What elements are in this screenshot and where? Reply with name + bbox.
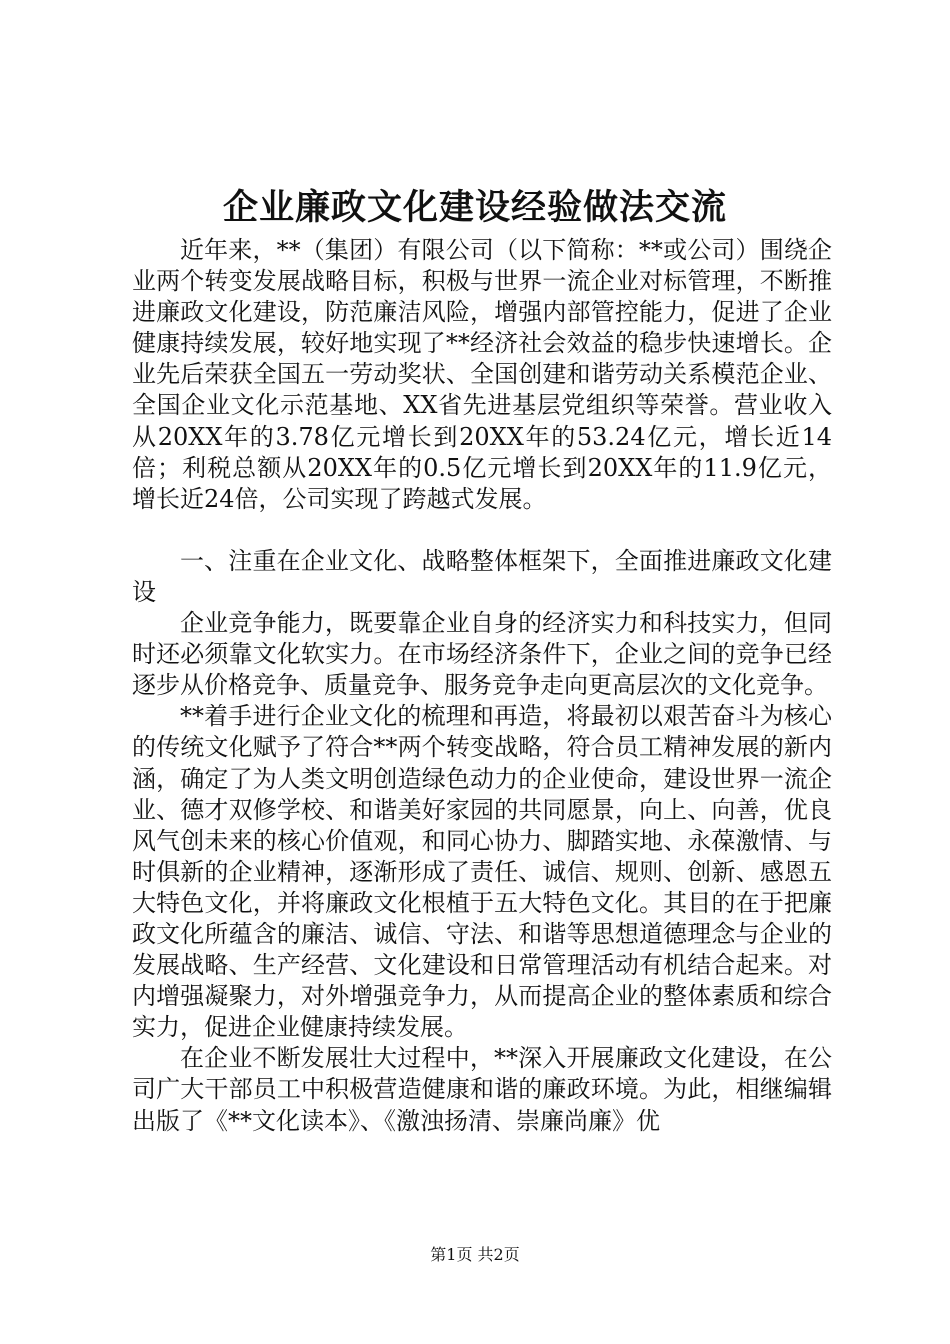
page-footer: 第1页 共2页	[430, 1245, 520, 1264]
section-heading-1: 一、注重在企业文化、战略整体框架下，全面推进廉政文化建设	[132, 546, 832, 606]
document-body	[132, 235, 832, 1137]
paragraph-intro: 近年来，**（集团）有限公司（以下简称：**或公司）围绕企业两个转变发展战略目标，积极与世界一流企业对标管理，不断推进廉政文化建设，防范廉洁风险，增强内部管控能力，促进了企业健康持续发展，较好地实现了**经济社会效益的稳步快速增长。企业先后荣获全国五一劳动奖状、全国创建和谐劳动关系模范企业、全国企业文化示范基地、XX省先进基层党组织等荣誉。营业收入从20XX年的3.78亿元增长到20XX年的53.24亿元，增长近14倍；利税总额从20XX年的0.5亿元增长到20XX年的11.9亿元，增长近24倍，公司实现了跨越式发展。	[132, 236, 832, 513]
paragraph-culture: **着手进行企业文化的梳理和再造，将最初以艰苦奋斗为核心的传统文化赋予了符合**两个转变战略，符合员工精神发展的新内涵，确定了为人类文明创造绿色动力的企业使命，建设世界一流企业、德才双修学校、和谐美好家园的共同愿景，向上、向善，优良风气创未来的核心价值观，和同心协力、脚踏实地、永葆激情、与时俱新的企业精神，逐渐形成了责任、诚信、规则、创新、感恩五大特色文化，并将廉政文化根植于五大特色文化。其目的在于把廉政文化所蕴含的廉洁、诚信、守法、和谐等思想道德理念与企业的发展战略、生产经营、文化建设和日常管理活动有机结合起来。对内增强凝聚力，对外增强竞争力，从而提高企业的整体素质和综合实力，促进企业健康持续发展。	[132, 702, 832, 1042]
paragraph-development: 在企业不断发展壮大过程中，**深入开展廉政文化建设，在公司广大干部员工中积极营造健康和谐的廉政环境。为此，相继编辑出版了《**文化读本》、《激浊扬清、崇廉尚廉》优	[132, 1044, 832, 1135]
paragraph-competition: 企业竞争能力，既要靠企业自身的经济实力和科技实力，但同时还必须靠文化软实力。在市场经济条件下，企业之间的竞争已经逐步从价格竞争、质量竞争、服务竞争走向更高层次的文化竞争。	[132, 609, 832, 700]
document-title: 企业廉政文化建设经验做法交流	[222, 187, 727, 228]
